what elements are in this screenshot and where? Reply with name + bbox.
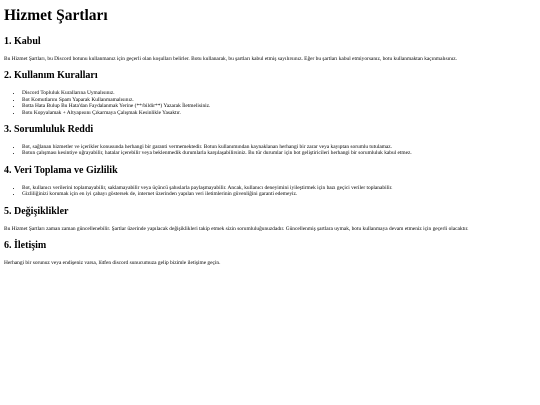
- section-heading: 2. Kullanım Kuralları: [4, 70, 98, 82]
- privacy-list: [4, 185, 535, 198]
- page-title: Hizmet Şartları: [4, 7, 108, 24]
- rules-list: [4, 90, 535, 116]
- list-item: • Bot, sağlanan hizmetler ve içerikler konusunda herhangi bir garanti vermemektedir. Botun kullanımından kaynaklanan herhangi bir zarar veya kayıptan sorumlu tutulamaz.: [22, 144, 535, 150]
- list-item: • Bot Komutlarını Spam Yaparak Kullanmamalısınız.: [22, 97, 535, 103]
- section-heading: 6. İletişim: [4, 240, 47, 252]
- list-item: • Botta Hata Bulup Bu Hata'dan Faydalanmak Yerine (**/bildir**) Yazarak İletmelisiniz.: [22, 103, 535, 109]
- section-heading: 4. Veri Toplama ve Gizlilik: [4, 164, 118, 176]
- list-item: • Botun çalışması kesintiye uğrayabilir, hatalar içerebilir veya beklenmedik durumlarla karşılaşabilirsiniz. Bu tür durumlar için bot geliştiricileri herhangi bir sorumluluk kabul etmez.: [22, 150, 535, 156]
- section-heading: 3. Sorumluluk Reddi: [4, 124, 94, 136]
- list-item: • Gizliliğinizi korumak için en iyi çabayı göstersek de, internet üzerinden yapılan veri iletimlerinin güvenliğini garanti edemeyiz.: [22, 191, 535, 197]
- section-heading: 1. Kabul: [4, 36, 41, 47]
- section-acceptance: [4, 36, 535, 62]
- section-disclaimer: [4, 124, 535, 157]
- section-usage-rules: [4, 70, 535, 116]
- list-item: • Bot, kullanıcı verilerini toplamayabilir, saklamayabilir veya üçüncü şahıslarla paylaşmayabilir. Ancak, kullanıcı deneyimini iyileştirmek için bazı geçici veriler toplanabilir.: [22, 185, 535, 191]
- list-item: • Discord Topluluk Kurallarına Uymalısınız.: [22, 90, 535, 96]
- section-heading: 5. Değişiklikler: [4, 205, 69, 217]
- section-contact: [4, 240, 535, 266]
- section-paragraph: Herhangi bir sorunuz veya endişeniz varsa, lütfen discord sunucumuza gelip bizimle iletişime geçin.: [4, 260, 221, 267]
- section-paragraph: Bu Hizmet Şartları, bu Discord botunu kullanmanız için geçerli olan koşulları belirler. Botu kullanarak, bu şartları kabul etmiş sayılırsınız. Eğer bu şartları kabul etmiyorsanız, botu kullanmaktan kaçınmalısınız.: [4, 56, 457, 62]
- disclaimer-list: [4, 144, 535, 157]
- section-changes: [4, 206, 535, 232]
- list-item: • Botu Kopyalamak + Altyapısını Çıkarmaya Çalışmak Kesinlikle Yasaktır.: [22, 110, 535, 116]
- section-paragraph: Bu Hizmet Şartları zaman zaman güncellenebilir. Şartlar üzerinde yapılacak değişiklikleri takip etmek sizin sorumluluğunuzdadır. Güncellenmiş şartlara uymak, botu kullanmaya devam etmeniz için geçerli olacaktır.: [4, 225, 469, 232]
- section-privacy: [4, 165, 535, 198]
